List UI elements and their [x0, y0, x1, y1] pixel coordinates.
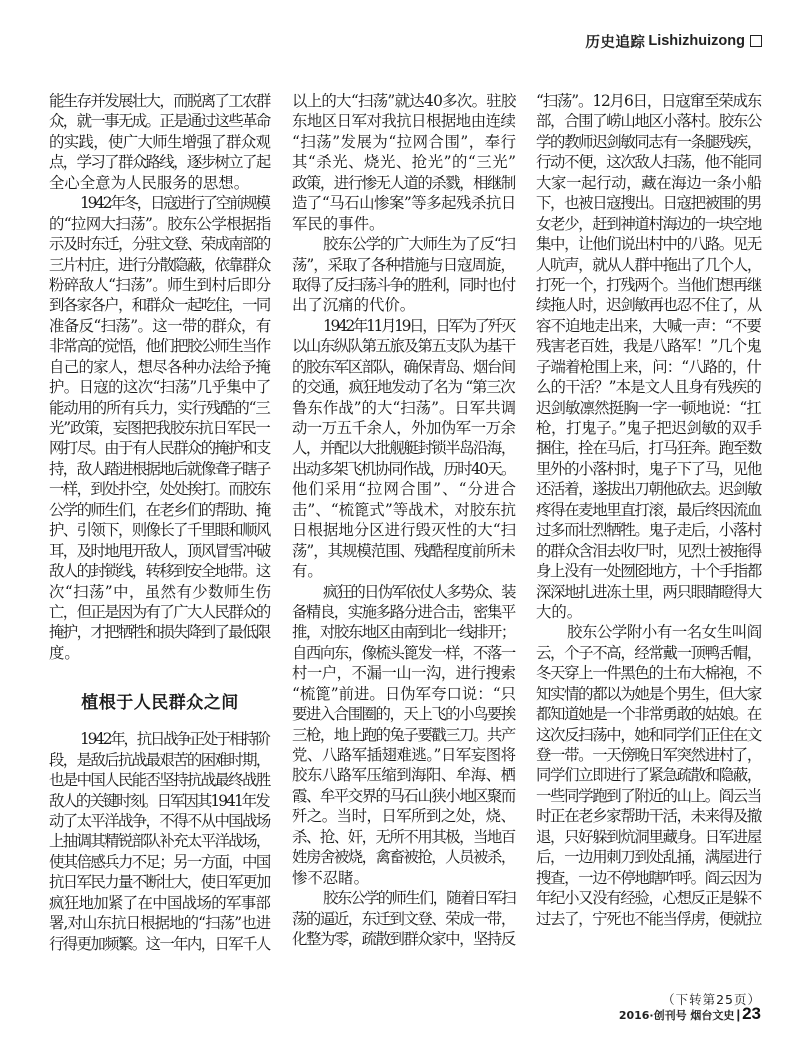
text-line: 使其倍感兵力不足；另一方面，中国 [49, 852, 270, 871]
text-line: 退，只好躲到炕洞里藏身。日军进屋 [536, 827, 761, 846]
text-line: 度。 [49, 643, 80, 662]
text-line: 动了太平洋战争，不得不从中国战场 [49, 812, 270, 830]
text-line: 迟剑敏凛然挺胸一字一顿地说：“扛 [536, 398, 761, 417]
text-line: 击”、“梳篦式”等战术，对胶东抗 [292, 500, 516, 519]
column-2 [292, 91, 516, 949]
text-line: 粉碎敌人“扫荡”。师生到村后即分 [49, 275, 271, 294]
text-line: 荡的逼近，东迁到文登、荣成一带， [292, 909, 515, 928]
text-line: 疯狂的日伪军依仗人多势众、装 [323, 582, 515, 601]
text-line: 持，敌人踏进根据地后就像聋子瞎子 [49, 459, 270, 478]
text-line: 登一带。一天傍晚日军突然进村了， [536, 746, 761, 764]
text-line: 备精良，实施多路分进合击，密集平 [292, 602, 515, 621]
text-line: 搜查，一边不停地瞎咋呼。阎云因为 [536, 868, 761, 887]
text-line: 1942年11月19日，日军为了歼灭 [323, 316, 514, 335]
text-line: 子端着枪围上来，问：“八路的，什 [536, 357, 761, 376]
text-line: “梳篦”前进。日伪军夸口说：“只 [292, 684, 516, 703]
text-line: 到各家各户，和群众一起吃住，一同 [49, 296, 270, 315]
text-line: 过多而壮烈牺牲。鬼子走后，小落村 [536, 521, 761, 540]
text-line: 过去了，宁死也不能当俘虏，便就拉 [536, 909, 761, 928]
text-line: 光”政策，妄图把我胶东抗日军民一 [49, 419, 270, 437]
text-line: 以上的大“扫荡”就达40多次。驻胶 [292, 92, 516, 110]
text-line: 敌人的封锁线，转移到安全地带。这 [49, 562, 270, 581]
text-line: 年纪小又没有经验，心想反正是躲不 [536, 889, 761, 908]
text-line: 下，也被日寇搜出。日寇把被围的男 [536, 194, 761, 213]
text-line: 他们采用“拉网合围”、“分进合 [292, 480, 516, 499]
text-line: 部，合围了崂山地区小落村。胶东公 [536, 112, 761, 131]
text-line: 云，个子不高，经常戴一顶鸭舌帽， [536, 643, 761, 662]
text-line: 续拖人时，迟剑敏再也忍不住了，从 [536, 296, 761, 315]
text-line: 胶东公学的师生们，随着日军扫 [323, 889, 515, 908]
text-line: 女老少，赶到神道村海边的一块空地 [536, 214, 761, 233]
text-line: 人吭声，就从人群中拖出了几个人， [536, 255, 761, 274]
text-line: 学的教师迟剑敏同志有一条腿残疾， [536, 132, 761, 151]
text-line: 还活着，遂拔出刀朝他砍去。迟剑敏 [536, 480, 761, 499]
text-line: 的胶东军区部队，确保青岛、烟台间 [292, 357, 515, 376]
text-line: 能动用的所有兵力，实行残酷的“三 [49, 398, 270, 417]
text-line: 署,对山东抗日根据地的“扫荡”也进 [49, 914, 271, 933]
text-line: 的实践，使广大师生增强了群众观 [49, 132, 271, 151]
text-line: 日根据地分区进行毁灭性的大“扫 [292, 521, 516, 540]
text-line: 鲁东作战”的大“扫荡”。日军共调 [292, 398, 516, 417]
text-line: 胶东公学附小有一名女生叫阎 [567, 623, 762, 642]
page-footer [619, 1004, 761, 1024]
text-line: 能生存并发展壮大，而脱离了工农群 [49, 92, 270, 110]
text-line: 网打尽。由于有人民群众的掩护和支 [49, 439, 270, 458]
footer-separator: | [736, 1007, 741, 1022]
text-line: 三枪，地上跑的兔子要戳三刀。共产 [292, 725, 515, 744]
text-line: 胶东八路军压缩到海阳、牟海、栖 [292, 766, 516, 785]
text-line: 以山东纵队第五旅及第五支队为基干 [292, 337, 515, 356]
square-icon [750, 35, 762, 47]
text-line: 的交通，疯狂地发动了名为 “第三次 [292, 378, 515, 397]
issue-info: 2016·创刊号 烟台文史 [618, 1009, 735, 1022]
text-line: 敌人的关键时刻。日军因其1941年发 [49, 791, 269, 810]
text-line: 都知道她是一个非常勇敢的姑娘。在 [536, 705, 761, 724]
text-line: 出动多架飞机协同作战，历时40天。 [292, 459, 515, 478]
text-line: 行动不便，这次敌人扫荡，他不能同 [536, 153, 761, 172]
text-line: 非常高的觉悟，他们把胶公师生当作 [49, 337, 270, 356]
text-line: 取得了反扫荡斗争的胜利，同时也付 [292, 275, 515, 294]
text-line: 党、八路军插翅难逃。”日军妄图将 [292, 746, 516, 764]
text-line: “扫荡”。12月6日，日寇窜至荣成东 [536, 92, 762, 110]
text-line: 化整为零，疏散到群众家中，坚持反 [292, 929, 515, 948]
text-line: 打死一个，打残两个。当他们想再继 [536, 275, 761, 294]
text-line: 的群众含泪去收尸时，见烈士被拖得 [536, 541, 761, 560]
text-line: 大家一起行动，藏在海边一条小船 [536, 173, 762, 192]
text-line: 上抽调其精锐部队补充太平洋战场， [49, 832, 270, 851]
text-line: 要进入合围圈的，天上飞的小鸟要挨 [292, 705, 515, 724]
text-line: 集中，让他们说出村中的八路。见无 [536, 235, 761, 254]
text-line: 也是中国人民能否坚持抗战最终战胜 [49, 771, 270, 790]
text-line: 出了沉痛的代价。 [292, 296, 416, 315]
text-line: 示及时东迁，分驻文登、荣成南部的 [49, 235, 270, 254]
text-line: 同学们立即进行了紧急疏散和隐蔽， [536, 766, 761, 785]
text-line: 点，学习了群众路线，逐步树立了起 [49, 153, 270, 172]
text-line: 1942年冬，日寇进行了空前规模 [80, 194, 269, 213]
text-line: 残害老百姓，我是八路军！”几个鬼 [536, 337, 761, 356]
text-line: 政策，进行惨无人道的杀戮，相继制 [292, 173, 515, 192]
text-line: 容不迫地走出来，大喊一声：“不要 [536, 316, 761, 335]
running-header [585, 30, 762, 52]
text-line: 姓房舍被烧，禽畜被抢，人员被杀， [292, 848, 515, 867]
text-line: 霞、牟平交界的马石山狭小地区聚而 [292, 786, 515, 805]
text-line: 荡”，采取了各种措施与日寇周旋， [292, 255, 515, 274]
text-line: 掩护，才把牺牲和损失降到了最低限 [49, 623, 270, 642]
text-line: 段，是敌后抗战最艰苦的困难时期， [49, 750, 270, 769]
page-number: 23 [742, 1004, 761, 1023]
text-line: 枪，打鬼子。”鬼子把迟剑敏的双手 [536, 419, 762, 437]
text-line: 其“杀光、烧光、抢光”的“三光” [292, 153, 516, 172]
text-line: 身上没有一处囫囵地方，十个手指都 [536, 562, 761, 581]
text-line: 抗日军民力量不断壮大，使日军更加 [49, 873, 270, 892]
section-heading: 植根于人民群众之间 [81, 693, 239, 714]
text-line: 行得更加频繁。这一年内，日军千人 [49, 934, 270, 953]
text-line: 一样，到处扑空，处处挨打。而胶东 [49, 480, 270, 499]
text-line: 全心全意为人民服务的思想。 [49, 173, 250, 192]
text-line: 么的干活？”本是文人且身有残疾的 [536, 378, 761, 397]
section-title-cn: 历史追踪 [585, 34, 646, 51]
text-line: 村一户，不漏一山一沟，进行搜索 [292, 664, 516, 683]
text-line: 深深地扎进冻土里，两只眼睛瞪得大 [536, 582, 761, 601]
section-title-en: Lishizhuizong [648, 33, 745, 49]
text-line: 大的。 [536, 602, 583, 621]
text-line: 护。日寇的这次“扫荡”几乎集中了 [49, 378, 271, 397]
text-line: 胶东公学的广大师生为了反“扫 [323, 235, 515, 254]
continued-note: （下转第25页） [662, 992, 761, 1007]
text-line: 歼之。当时，日军所到之处，烧、 [292, 807, 516, 826]
text-line: 的“拉网大扫荡”。胶东公学根据指 [49, 214, 271, 233]
text-line: 公学的师生们，在老乡们的帮助、掩 [49, 500, 270, 519]
text-line: 耳，及时地甩开敌人，顶风冒雪冲破 [49, 541, 270, 560]
column-3 [536, 91, 762, 929]
text-line: 冬天穿上一件黑色的土布大棉袍，不 [536, 664, 761, 683]
text-line: 造了“马石山惨案”等多起残杀抗日 [292, 194, 516, 213]
text-line: 里外的小落村时，鬼子下了马，见他 [536, 459, 761, 478]
text-line: 亡，但正是因为有了广大人民群众的 [49, 602, 270, 621]
text-line: 准备反“扫荡”。这一带的群众，有 [49, 316, 271, 335]
text-line: 惨不忍睹。 [292, 868, 369, 887]
text-line: “扫荡”发展为“拉网合围”，奉行 [292, 132, 516, 151]
text-line: 捆住，拴在马后，打马狂奔。跑至数 [536, 439, 761, 458]
text-line: 后，一边用刺刀到处乱捅，满屋进行 [536, 848, 761, 867]
text-line: 次“扫荡”中，虽然有少数师生伤 [49, 582, 271, 601]
text-line: 一些同学跑到了附近的山上。阎云当 [536, 786, 761, 805]
column-1 [49, 91, 271, 954]
text-line: 1942年，抗日战争正处于相持阶 [80, 730, 269, 749]
text-line: 东地区日军对我抗日根据地由连续 [292, 112, 516, 131]
text-line: 自西向东，像梳头篦发一样，不落一 [292, 643, 515, 662]
text-line: 人，并配以大批舰艇封锁半岛沿海， [292, 439, 515, 458]
text-line: 自己的家人，想尽各种办法给予掩 [49, 357, 271, 376]
text-line: 知实情的都以为她是个男生，但大家 [536, 684, 761, 703]
text-line: 动一万五千余人，外加伪军一万余 [292, 419, 516, 437]
text-line: 有。 [292, 562, 323, 581]
text-line: 推，对胶东地区由南到北一线排开； [292, 623, 515, 642]
text-line: 众，就一事无成。正是通过这些革命 [49, 112, 270, 131]
text-line: 荡”，其规模范围、残酷程度前所未 [292, 541, 515, 560]
text-line: 疯狂地加紧了在中国战场的军事部 [49, 893, 271, 912]
text-line: 三片村庄，进行分散隐蔽，依靠群众 [49, 255, 270, 274]
text-line: 疼得在麦地里直打滚，最后终因流血 [536, 500, 761, 519]
text-line: 时正在老乡家帮助干活，未来得及撤 [536, 807, 761, 826]
text-line: 护、引领下，则像长了千里眼和顺风 [49, 521, 270, 540]
text-line: 杀、抢、奸，无所不用其极，当地百 [292, 827, 515, 846]
text-line: 军民的事件。 [292, 214, 385, 233]
text-line: 这次反扫荡中，她和同学们正住在文 [536, 725, 761, 744]
